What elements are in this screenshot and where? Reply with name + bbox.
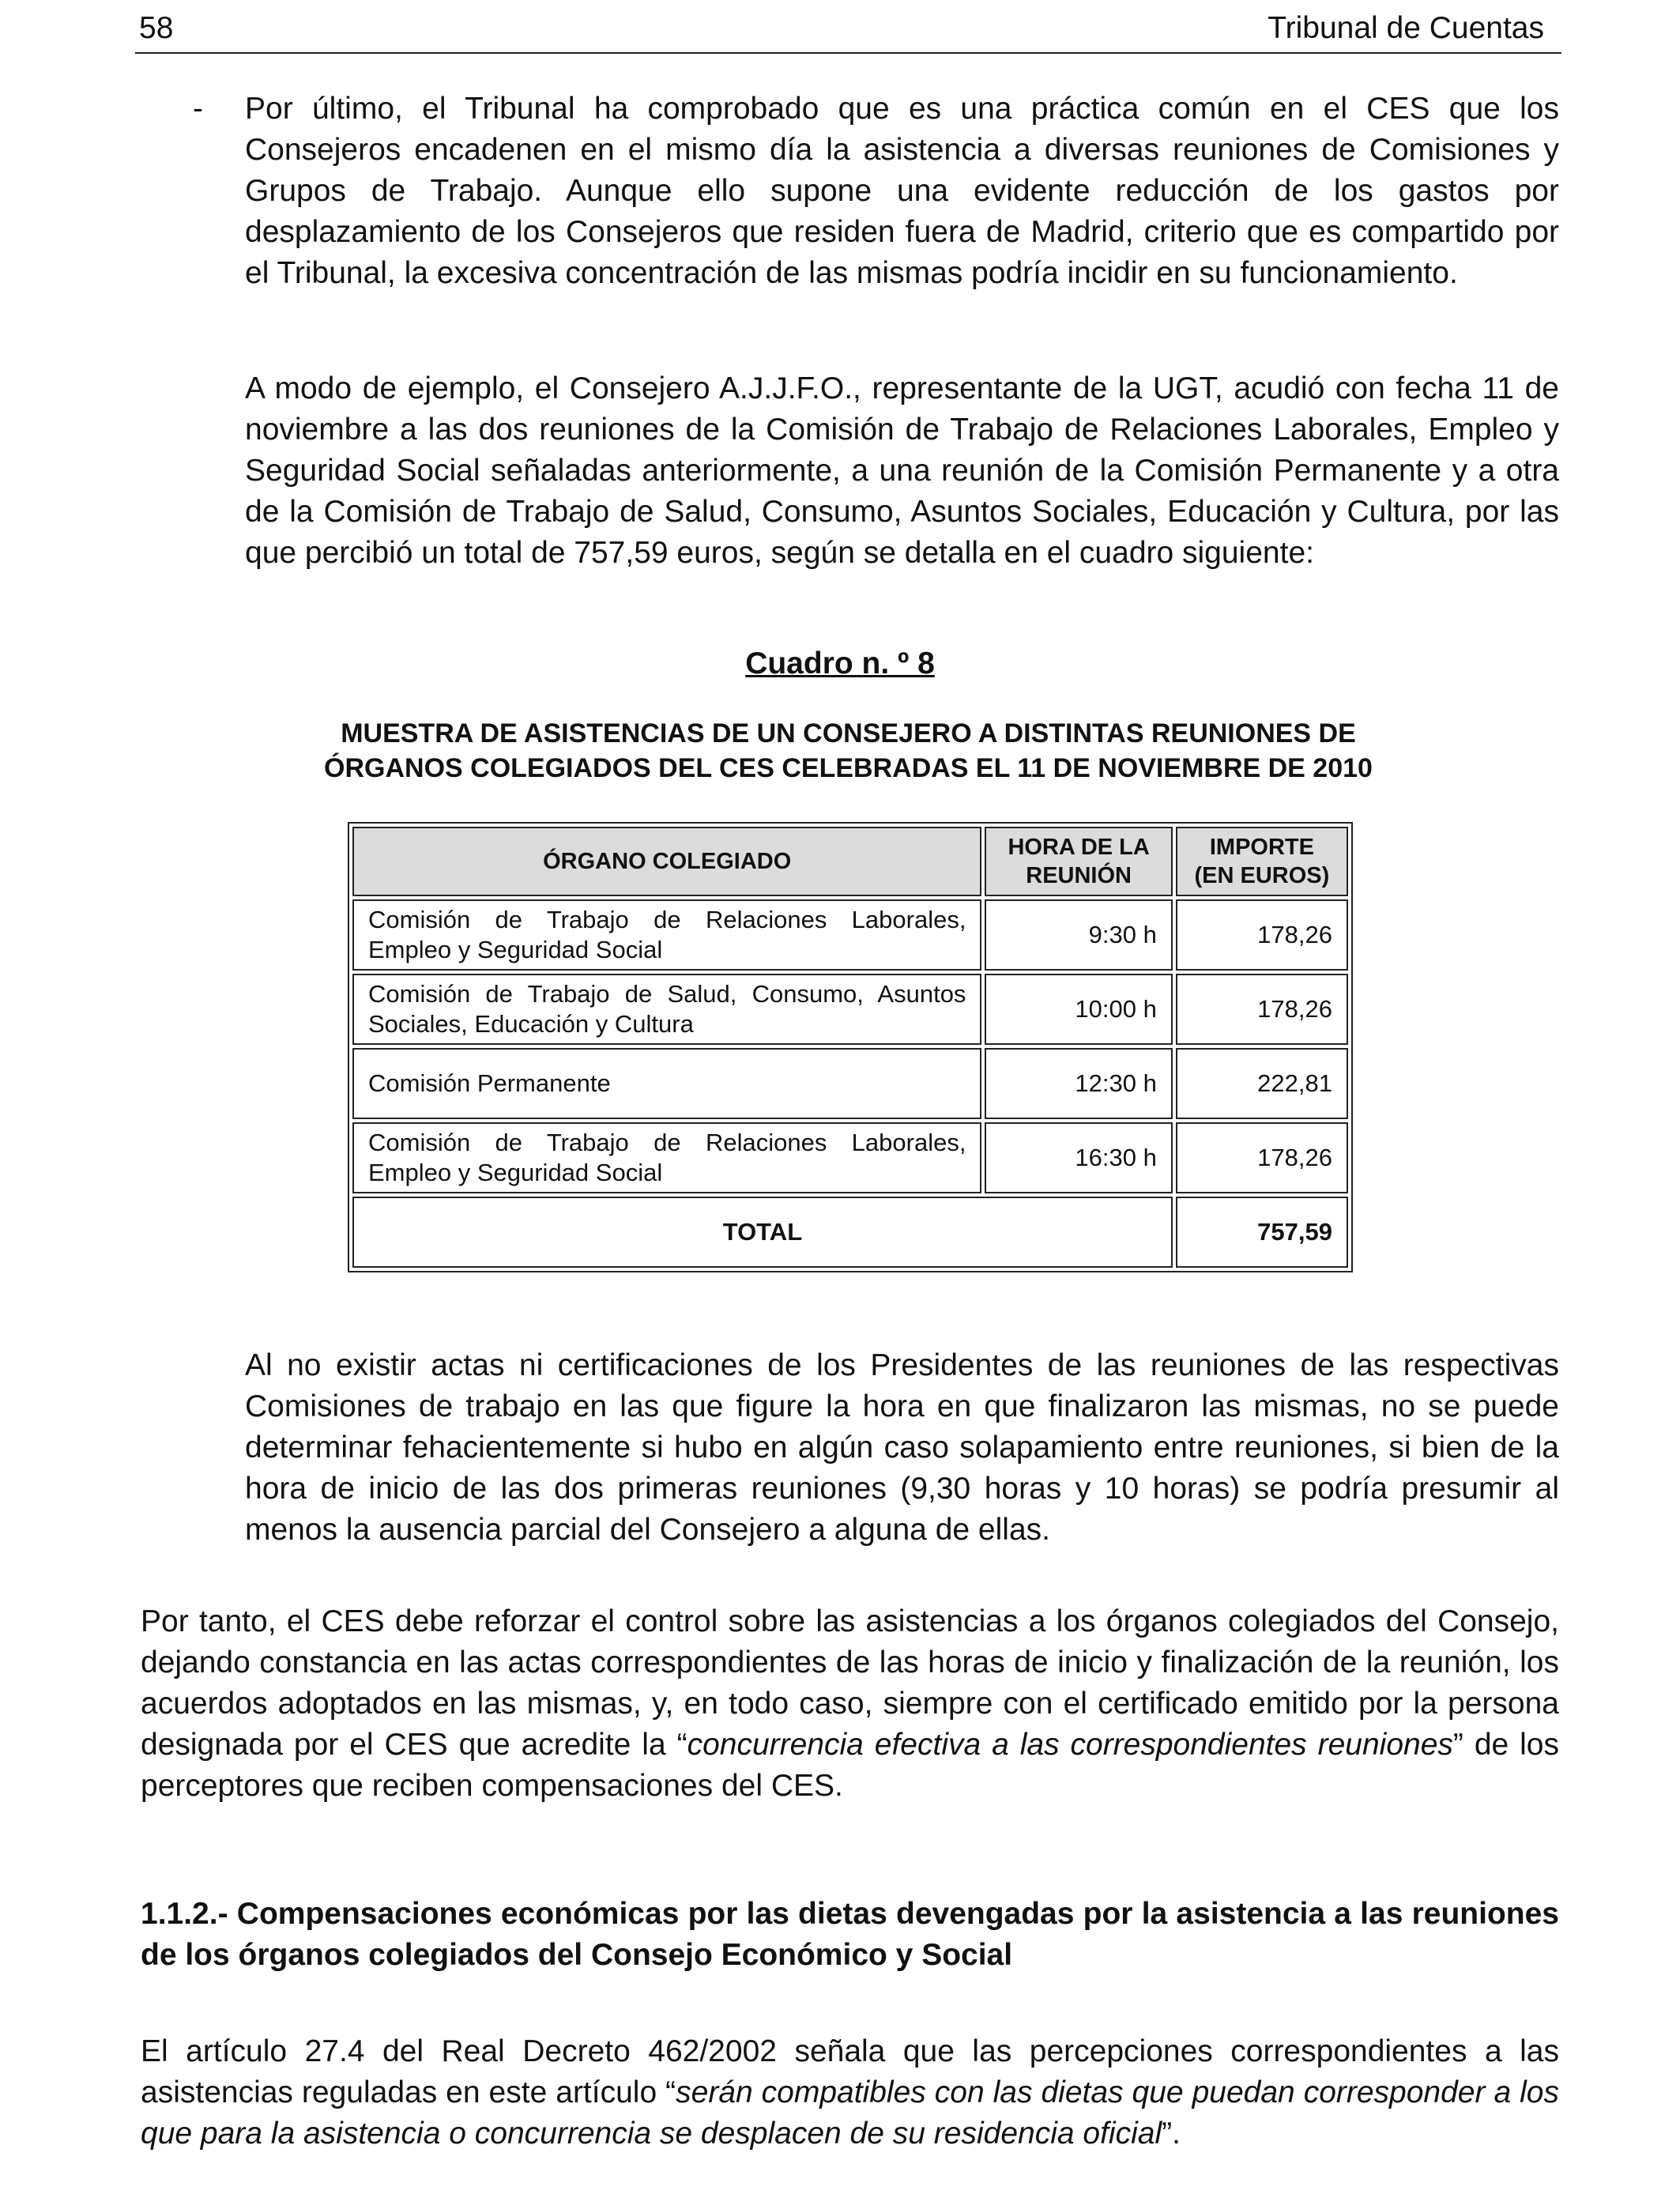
header-organo: ÓRGANO COLEGIADO: [352, 827, 981, 896]
article-text-1: El artículo 27.4 del Real Decreto 462/2002 señala que las percepciones correspondientes a las asistencias reguladas en este artículo “: [141, 2034, 1559, 2109]
conclusion-text-1: Por tanto, el CES debe reforzar el control sobre las asistencias a los órganos colegiados del Consejo, dejando constancia en las actas correspondientes de las horas de inicio y finalización de la reunión, los acuerdos adoptados en las mismas, y, en todo caso, siempre con el certificado emitido por la persona designada por el CES que acredite la “: [141, 1604, 1559, 1762]
row-importe: 178,26: [1176, 1122, 1348, 1193]
row-organo: Comisión Permanente: [352, 1048, 981, 1119]
row-importe: 222,81: [1176, 1048, 1348, 1119]
conclusion-text-2: ” de los perceptores que reciben compensaciones del CES.: [141, 1728, 1559, 1803]
example-paragraph: A modo de ejemplo, el Consejero A.J.J.F.O., representante de la UGT, acudió con fecha 11 de noviembre a las dos reuniones de la Comisión de Trabajo de Relaciones Laborales, Empleo y Seguridad Social señaladas anteriormente, a una reunión de la Comisión Permanente y a otra de la Comisión de Trabajo de Salud, Consumo, Asuntos Sociales, Educación y Cultura, por las que percibió un total de 757,59 euros, según se detalla en el cuadro siguiente:: [245, 371, 1559, 570]
header-hora-line-2: REUNIÓN: [1026, 863, 1132, 888]
section-heading: 1.1.2.- Compensaciones económicas por las dietas devengadas por la asistencia a las reuniones de los órganos colegiados del Consejo Económico y Social: [141, 1897, 1559, 1972]
table-subtitle-line-1: MUESTRA DE ASISTENCIAS DE UN CONSEJERO A DISTINTAS REUNIONES DE: [341, 718, 1356, 748]
row-organo: Comisión de Trabajo de Relaciones Laborales, Empleo y Seguridad Social: [352, 1122, 981, 1193]
table-row: [352, 974, 1348, 1045]
page-number: 58: [139, 11, 174, 45]
row-hora: 9:30 h: [985, 899, 1172, 971]
row-hora: 16:30 h: [985, 1122, 1172, 1193]
article-quote: serán compatibles con las dietas que puedan corresponder a los que para la asistencia o concurrencia se desplacen de su residencia oficial: [141, 2075, 1559, 2151]
after-table-paragraph: Al no existir actas ni certificaciones de los Presidentes de las reuniones de las respectivas Comisiones de trabajo en las que figure la hora en que finalizaron las mismas, no se puede determinar fehacientemente si hubo en algún caso solapamiento entre reuniones, si bien de la hora de inicio de las dos primeras reuniones (9,30 horas y 10 horas) se podría presumir al menos la ausencia parcial del Consejero a alguna de ellas.: [245, 1348, 1559, 1547]
header-importe-line-2: (EN EUROS): [1194, 863, 1330, 888]
row-importe: 178,26: [1176, 899, 1348, 971]
table-total-row: [352, 1197, 1348, 1268]
table-title: Cuadro n. º 8: [745, 647, 935, 680]
header-importe-line-1: IMPORTE: [1209, 835, 1314, 860]
header-importe: [1176, 827, 1348, 896]
table-row: [352, 899, 1348, 971]
row-organo: Comisión de Trabajo de Salud, Consumo, Asuntos Sociales, Educación y Cultura: [352, 974, 981, 1045]
table-header-row: [352, 827, 1348, 896]
table-row: [352, 1048, 1348, 1119]
page-header: [135, 6, 1561, 54]
article-text-2: ”.: [1162, 2117, 1181, 2151]
conclusion-quote: concurrencia efectiva a las correspondientes reuniones: [687, 1728, 1453, 1762]
bullet-dash: -: [193, 92, 203, 126]
table-row: [352, 1122, 1348, 1193]
total-value: 757,59: [1176, 1197, 1348, 1268]
publisher-name: Tribunal de Cuentas: [1268, 11, 1544, 45]
table-subtitle-line-2: ÓRGANOS COLEGIADOS DEL CES CELEBRADAS EL 11 DE NOVIEMBRE DE 2010: [324, 753, 1373, 783]
total-label: TOTAL: [352, 1197, 1173, 1268]
table-subtitle: [135, 716, 1561, 786]
row-importe: 178,26: [1176, 974, 1348, 1045]
attendance-table: [348, 822, 1353, 1272]
header-hora: [985, 827, 1172, 896]
conclusion-paragraph: [141, 1601, 1559, 1807]
row-hora: 12:30 h: [985, 1048, 1172, 1119]
bullet-paragraph: Por último, el Tribunal ha comprobado que es una práctica común en el CES que los Consejeros encadenen en el mismo día la asistencia a diversas reuniones de Comisiones y Grupos de Trabajo. Aunque ello supone una evidente reducción de los gastos por desplazamiento de los Consejeros que residen fuera de Madrid, criterio que es compartido por el Tribunal, la excesiva concentración de las mismas podría incidir en su funcionamiento.: [245, 92, 1559, 290]
article-paragraph: [141, 2031, 1559, 2154]
header-hora-line-1: HORA DE LA: [1008, 835, 1150, 860]
row-hora: 10:00 h: [985, 974, 1172, 1045]
row-organo: Comisión de Trabajo de Relaciones Laborales, Empleo y Seguridad Social: [352, 899, 981, 971]
